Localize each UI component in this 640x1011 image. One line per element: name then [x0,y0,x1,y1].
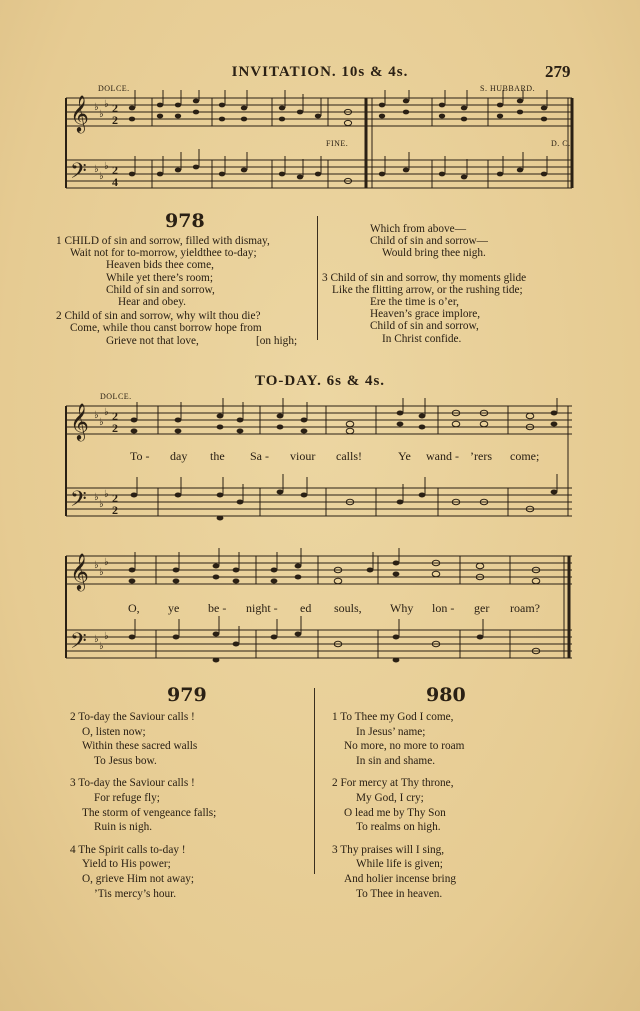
dolce-marking-2: DOLCE. [100,392,132,401]
lyric-syllable: wand - [426,449,459,463]
column-divider-2 [314,688,315,874]
lyric-syllable: roam? [510,601,540,615]
lyrics-line-2 [0,601,640,617]
lyric-syllable: ye [168,601,180,615]
lyric-syllable: viour [290,449,316,463]
svg-text:2: 2 [112,491,118,505]
verse-line: Wait not for to-morrow, yieldthee to-day; [70,247,257,260]
lyric-syllable: night - [246,601,278,615]
svg-text:♭: ♭ [99,641,104,652]
svg-text:♭: ♭ [94,164,99,175]
hymn-979-verses [70,710,216,901]
page-number: 279 [545,62,571,81]
lyric-syllable: come; [510,449,540,463]
svg-text:♭: ♭ [99,109,104,120]
verse-line-continuation: [on high; [256,334,298,347]
svg-text:♭: ♭ [99,417,104,428]
music-score-invitation [60,90,580,200]
svg-text:♭: ♭ [104,99,109,110]
lyric-syllable: the [210,449,225,463]
column-divider-1 [317,216,318,340]
lyric-syllable: calls! [336,449,362,463]
hymn-number-978: 978 [165,210,205,232]
verse-line: 1 CHILD of sin and sorrow, filled with dismay, [56,235,270,247]
svg-text:𝄢: 𝄢 [70,159,87,188]
verse-line: The storm of vengeance falls; [82,806,217,819]
lyric-syllable: ’rers [470,449,492,463]
verse-line: In Jesus’ name; [356,725,426,738]
verse-line: Would bring thee nigh. [382,247,486,260]
svg-text:𝄞: 𝄞 [70,553,89,589]
svg-text:♭: ♭ [94,492,99,503]
verse-line: While yet there’s room; [106,271,213,284]
lyric-syllable: souls, [334,601,362,615]
tune-title-invitation: INVITATION. 10s & 4s. [231,64,409,80]
lyric-syllable: O, [128,601,140,615]
hymn-978-right-column [322,223,526,345]
verse-line: In sin and shame. [356,754,436,767]
svg-text:♭: ♭ [104,489,109,500]
svg-text:𝄢: 𝄢 [70,629,87,658]
verse-line: Hear and obey. [118,296,186,309]
svg-text:♭: ♭ [104,161,109,172]
svg-text:2: 2 [112,101,118,115]
verse-line: O, grieve Him not away; [82,872,194,885]
verse-line: To realms on high. [356,821,441,834]
hymn-980-verses [332,710,464,901]
verse-line: To Jesus bow. [94,754,157,767]
svg-text:♭: ♭ [99,171,104,182]
verse-line: In Christ confide. [382,332,462,345]
svg-text:♭: ♭ [104,407,109,418]
verse-line: 1 To Thee my God I come, [332,711,454,723]
verse-line: 2 For mercy at Thy throne, [332,777,454,790]
verse-line: Like the flitting arrow, or the rushing tide; [332,283,523,296]
verse-line: Within these sacred walls [82,740,198,753]
verse-line: Child of sin and sorrow, [106,283,215,296]
verse-line: 2 Child of sin and sorrow, why wilt thou die? [56,310,261,323]
verse-line: Heaven’s grace implore, [370,308,481,321]
verse-line: Child of sin and sorrow— [370,235,488,248]
svg-text:2: 2 [112,163,118,177]
composer-credit: S. HUBBARD. [480,84,536,93]
verse-line: Ere the time is o’er, [370,296,459,309]
hymn-number-979: 979 [167,684,207,706]
verse-line: Yield to His power; [82,858,171,871]
verse-line: O, listen now; [82,725,146,738]
svg-text:♭: ♭ [104,557,109,568]
verse-line: 3 To-day the Saviour calls ! [70,777,195,790]
svg-text:♭: ♭ [99,567,104,578]
verse-line: While life is given; [356,858,443,871]
svg-text:2: 2 [112,503,118,517]
svg-text:♭: ♭ [94,634,99,645]
verse-line: No more, no more to roam [344,740,465,753]
verse-line: 2 To-day the Saviour calls ! [70,711,195,723]
lyric-syllable: lon - [432,601,455,615]
lyric-syllable: be - [208,601,227,615]
svg-text:♭: ♭ [94,560,99,571]
verse-line: Which from above— [370,223,466,235]
verse-line: Child of sin and sorrow, [370,320,479,333]
verse-line: 3 Thy praises will I sing, [332,843,445,856]
svg-text:𝄢: 𝄢 [70,487,87,516]
lyric-syllable: day [170,449,188,463]
lyrics-line-1 [0,449,640,465]
svg-text:𝄞: 𝄞 [70,95,89,131]
svg-text:♭: ♭ [104,631,109,642]
svg-text:♭: ♭ [99,499,104,510]
verse-line: 3 Child of sin and sorrow, thy moments glide [322,271,527,284]
verse-line: And holier incense bring [344,872,456,885]
verse-line-text: Grieve not that love, [106,334,199,347]
dolce-marking-1: DOLCE. [98,84,130,93]
svg-text:♭: ♭ [94,410,99,421]
svg-text:♭: ♭ [94,102,99,113]
svg-text:2: 2 [112,421,118,435]
hymn-number-980: 980 [426,684,466,706]
verse-line: Ruin is nigh. [94,821,153,834]
lyric-syllable: To - [130,449,150,463]
lyric-syllable: ed [300,601,312,615]
lyric-syllable: Ye [398,449,411,463]
svg-text:2: 2 [112,409,118,423]
lyric-syllable: Sa - [250,449,269,463]
verse-line: My God, I cry; [356,791,424,804]
lyric-syllable: Why [390,601,414,615]
svg-text:2: 2 [112,113,118,127]
dc-marking: D. C. [551,139,571,148]
lyric-syllable: ger [474,601,490,615]
verse-line: Heaven bids thee come, [106,259,214,272]
verse-line [56,334,298,347]
verse-line: Come, while thou canst borrow hope from [70,322,262,335]
tune-title-today: TO-DAY. 6s & 4s. [254,373,386,389]
verse-line: 4 The Spirit calls to-day ! [70,843,186,856]
verse-line: O lead me by Thy Son [344,806,446,819]
svg-text:4: 4 [112,175,118,189]
hymn-978-left-column [56,235,298,347]
svg-text:𝄞: 𝄞 [70,403,89,439]
verse-line: ’Tis mercy’s hour. [94,887,177,900]
verse-line: For refuge fly; [94,791,160,804]
fine-marking: FINE. [326,139,349,148]
verse-line: To Thee in heaven. [356,887,443,900]
